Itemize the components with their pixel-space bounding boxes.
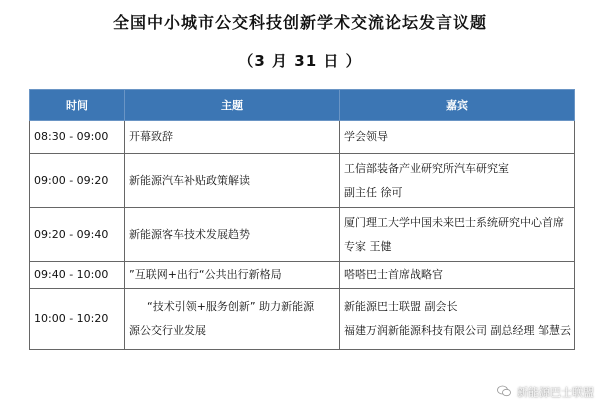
column-header-time: 时间 [30, 90, 125, 121]
time-cell: 10:00 - 10:20 [30, 289, 125, 350]
topic-cell [125, 289, 340, 350]
time-cell: 09:20 - 09:40 [30, 208, 125, 262]
column-header-guest: 嘉宾 [340, 90, 575, 121]
date-subtitle: （3 月 31 日 ） [238, 52, 362, 70]
topic-cell: 新能源客车技术发展趋势 [125, 208, 340, 262]
table-header-row [30, 90, 575, 121]
watermark [497, 384, 595, 401]
guest-cell [340, 154, 575, 208]
guest-cell: 嗒嗒巴士首席战略官 [340, 262, 575, 289]
table-row [30, 208, 575, 262]
topic-line: “技术引领+服务创新” 助力新能源 [147, 300, 315, 313]
page-title: 全国中小城市公交科技创新学术交流论坛发言议题 [112, 13, 487, 32]
time-cell: 09:40 - 10:00 [30, 262, 125, 289]
guest-cell [340, 121, 575, 154]
table-row [30, 154, 575, 208]
column-header-topic: 主题 [125, 90, 340, 121]
topic-cell: ”互联网+出行“公共出行新格局 [125, 262, 340, 289]
guest-line: 新能源巴士联盟 副会长 [344, 300, 458, 313]
time-cell: 08:30 - 09:00 [30, 121, 125, 154]
guest-line: 学会领导 [344, 130, 388, 143]
topic-cell: 开幕致辞 [125, 121, 340, 154]
guest-line: 福建万润新能源科技有限公司 副总经理 邹慧云 [344, 324, 571, 337]
table-row [30, 121, 575, 154]
guest-line: 工信部装备产业研究所汽车研究室 [344, 161, 509, 175]
topic-cell: 新能源汽车补贴政策解读 [125, 154, 340, 208]
watermark-text: 新能源巴士联盟 [517, 385, 594, 399]
table-row [30, 262, 575, 289]
guest-line: 厦门理工大学中国未来巴士系统研究中心首席 [344, 215, 564, 229]
agenda-table [29, 89, 575, 350]
guest-line: 专家 王健 [344, 239, 392, 253]
guest-cell [340, 208, 575, 262]
time-cell: 09:00 - 09:20 [30, 154, 125, 208]
guest-cell [340, 289, 575, 350]
topic-line: 源公交行业发展 [129, 324, 206, 337]
table-row [30, 289, 575, 350]
wechat-icon [497, 385, 511, 400]
guest-line: 副主任 徐可 [344, 185, 403, 199]
